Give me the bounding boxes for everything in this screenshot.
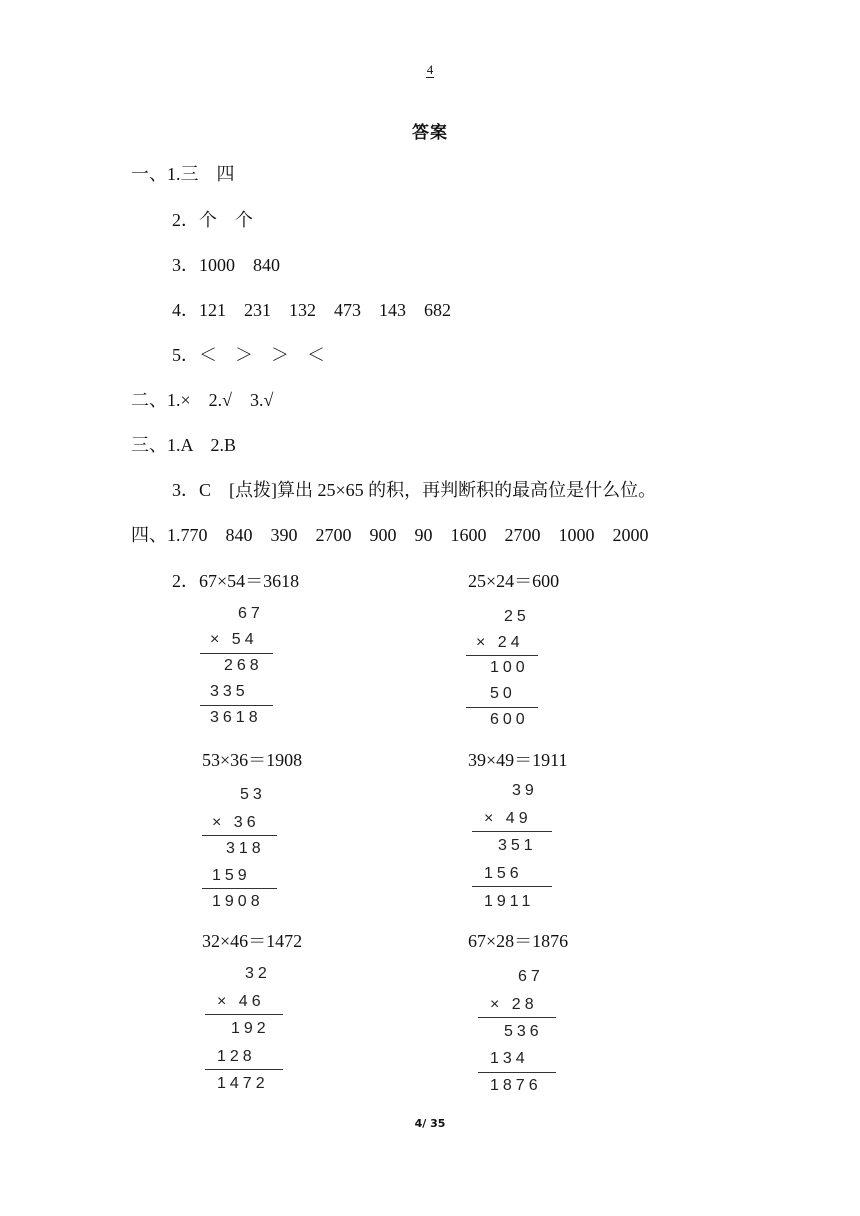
calc-multiplier: × 24 [476, 634, 524, 651]
calc-result: 1908 [212, 893, 264, 910]
calc-partial-product-1: 536 [504, 1023, 543, 1040]
answer-section-1-item-3: 3．1000 840 [172, 255, 280, 275]
equation-2: 25×24＝600 [468, 571, 560, 591]
calc-rule [478, 1017, 556, 1018]
calc-multiplicand: 53 [240, 786, 266, 803]
calc-rule [478, 1072, 556, 1073]
equation-5: 32×46＝1472 [202, 931, 303, 951]
calc-partial-product-2: 156 [484, 865, 523, 882]
equation-6: 67×28＝1876 [468, 931, 569, 951]
calc-rule [205, 1014, 283, 1015]
calc-partial-product-2: 134 [490, 1050, 529, 1067]
calc-rule [466, 655, 538, 656]
calc-rule [200, 705, 273, 706]
calc-result: 1911 [484, 893, 535, 910]
answer-section-1-item-2: 2．个 个 [172, 210, 253, 230]
calc-multiplier: × 28 [490, 996, 538, 1013]
page-number: 4/ 35 [414, 1117, 446, 1130]
calc-rule [200, 653, 273, 654]
calc-rule [472, 886, 552, 887]
calc-multiplicand: 67 [238, 605, 264, 622]
calc-partial-product-1: 192 [231, 1020, 270, 1037]
calc-partial-product-2: 128 [217, 1048, 256, 1065]
answer-section-3-item-3: 3．C [点拨]算出 25×65 的积，再判断积的最高位是什么位。 [172, 480, 657, 500]
answer-section-2: 二、1.× 2.√ 3.√ [131, 390, 274, 410]
calc-partial-product-2: 159 [212, 867, 251, 884]
calc-result: 600 [490, 711, 529, 728]
calc-partial-product-1: 268 [224, 657, 263, 674]
calc-rule [466, 707, 538, 708]
calc-result: 3618 [210, 709, 262, 726]
page-title: 答案 [412, 123, 448, 143]
calc-multiplier: × 49 [484, 810, 532, 827]
calc-partial-product-1: 318 [226, 840, 265, 857]
calc-multiplicand: 25 [504, 608, 530, 625]
answer-section-1-item-1: 一、1.三 四 [131, 164, 235, 184]
calc-partial-product-1: 100 [490, 659, 529, 676]
calc-partial-product-2: 50 [490, 685, 516, 702]
calc-multiplier: × 46 [217, 993, 265, 1010]
equation-3: 53×36＝1908 [202, 750, 303, 770]
calc-rule [202, 888, 277, 889]
calc-multiplicand: 32 [245, 965, 271, 982]
calc-rule [205, 1069, 283, 1070]
calc-partial-product-1: 351 [498, 837, 537, 854]
answer-section-4-item-1: 四、1.770 840 390 2700 900 90 1600 2700 1000 2000 [131, 525, 649, 545]
calc-rule [472, 831, 552, 832]
calc-multiplier: × 54 [210, 631, 258, 648]
page-header-mark: 4 [426, 62, 434, 77]
calc-rule [202, 835, 277, 836]
answer-section-1-item-5: 5．＜ ＞ ＞ ＜ [172, 345, 325, 365]
calc-result: 1472 [217, 1075, 269, 1092]
equation-4: 39×49＝1911 [468, 750, 568, 770]
calc-multiplicand: 39 [512, 782, 538, 799]
equation-1: 2．67×54＝3618 [172, 571, 300, 591]
calc-partial-product-2: 335 [210, 683, 249, 700]
answer-section-1-item-4: 4．121 231 132 473 143 682 [172, 300, 451, 320]
answer-section-3-item-1: 三、1.A 2.B [131, 435, 237, 455]
calc-multiplier: × 36 [212, 814, 260, 831]
calc-result: 1876 [490, 1077, 542, 1094]
calc-multiplicand: 67 [518, 968, 544, 985]
